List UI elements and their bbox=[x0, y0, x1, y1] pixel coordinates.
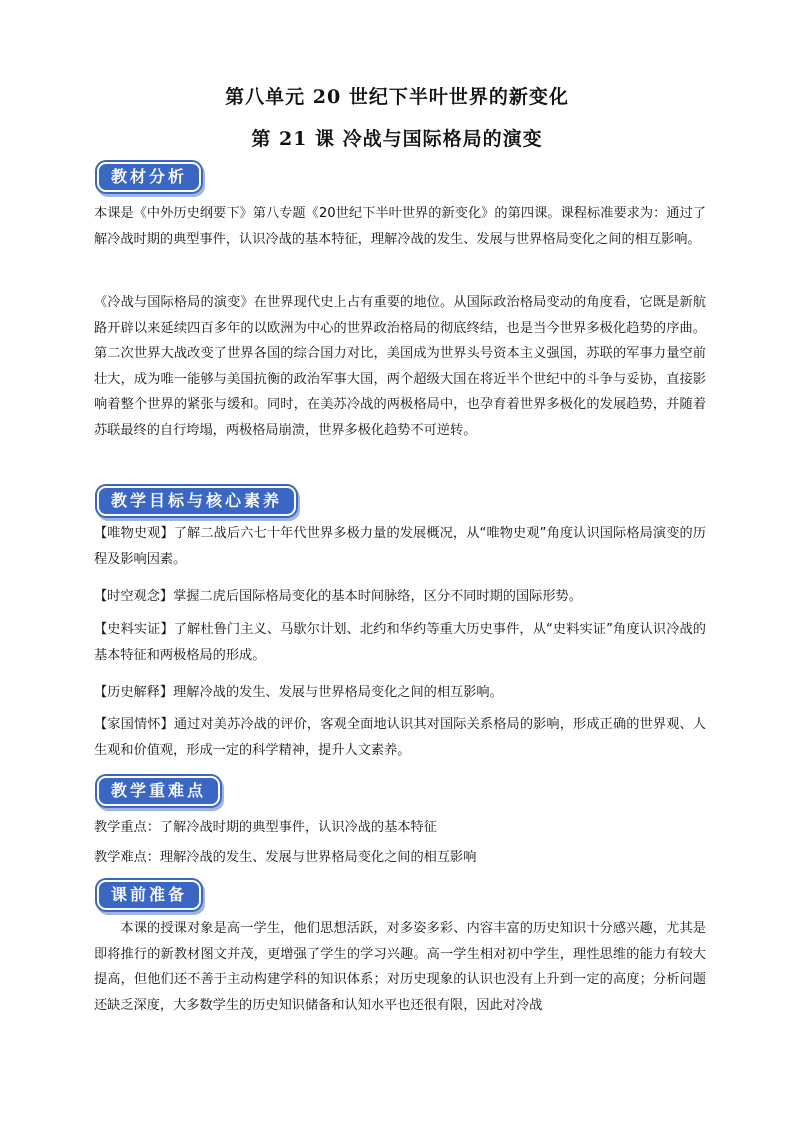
section-badge-prep: 课前准备 bbox=[97, 880, 201, 910]
section-badge-goals: 教学目标与核心素养 bbox=[97, 486, 296, 516]
section-badge-analysis: 教材分析 bbox=[97, 162, 201, 192]
unit-title: 第八单元 20 世纪下半叶世界的新变化 bbox=[225, 86, 569, 108]
goal-item-time-space: 【时空观念】掌握二虎后国际格局变化的基本时间脉络，区分不同时期的国际形势。 bbox=[94, 589, 582, 604]
goal-item-interpretation: 【历史解释】理解冷战的发生、发展与世界格局变化之间的相互影响。 bbox=[94, 685, 503, 700]
lesson-title: 第 21 课 冷战与国际格局的演变 bbox=[251, 128, 543, 150]
teaching-difficulty: 教学难点：理解冷战的发生、发展与世界格局变化之间的相互影响 bbox=[94, 850, 477, 865]
analysis-paragraph-2: 《冷战与国际格局的演变》在世界现代史上占有重要的地位。从国际政治格局变动的角度看，它既是新航路开辟以来延续四百多年的以欧洲为中心的世界政治格局的彻底终结，也是当今世界多极化趋势的序曲。第二次世界大战改变了世界各国的综合国力对比，美国成为世界头号资本主义强国，苏联的军事力量空前壮大，成为唯一能够与美国抗衡的政治军事大国，两个超级大国在将近半个世纪中的斗争与妥协，直接影响着整个世界的紧张与缓和。同时，在美苏冷战的两极格局中，也孕育着世界多极化的发展趋势，并随着苏联最终的自行垮塌，两极格局崩溃，世界多极化趋势不可逆转。 bbox=[94, 295, 706, 438]
goal-item-evidence: 【史料实证】了解杜鲁门主义、马歇尔计划、北约和华约等重大历史事件，从“史料实证”角度认识冷战的基本特征和两极格局的形成。 bbox=[94, 622, 706, 663]
goal-item-patriotism: 【家国情怀】通过对美苏冷战的评价，客观全面地认识其对国际关系格局的影响，形成正确的世界观、人生观和价值观，形成一定的科学精神，提升人文素养。 bbox=[94, 717, 706, 758]
goal-item-materialism: 【唯物史观】了解二战后六七十年代世界多极力量的发展概况，从“唯物史观”角度认识国际格局演变的历程及影响因素。 bbox=[94, 526, 706, 567]
section-badge-keypoints: 教学重难点 bbox=[97, 776, 220, 806]
prep-paragraph-1: 本课的授课对象是高一学生，他们思想活跃，对多姿多彩、内容丰富的历史知识十分感兴趣，尤其是即将推行的新教材图文并茂，更增强了学生的学习兴趣。高一学生相对初中学生，理性思维的能力有较大提高，但他们还不善于主动构建学科的知识体系；对历史现象的认识也没有上升到一定的高度；分析问题还缺乏深度，大多数学生的历史知识储备和认知水平也还很有限，因此对冷战 bbox=[94, 921, 706, 1013]
teaching-focus: 教学重点：了解冷战时期的典型事件，认识冷战的基本特征 bbox=[94, 820, 437, 835]
analysis-paragraph-1: 本课是《中外历史纲要下》第八专题《20世纪下半叶世界的新变化》的第四课。课程标准要求为：通过了解冷战时期的典型事件，认识冷战的基本特征，理解冷战的发生、发展与世界格局变化之间的相互影响。 bbox=[94, 206, 706, 247]
